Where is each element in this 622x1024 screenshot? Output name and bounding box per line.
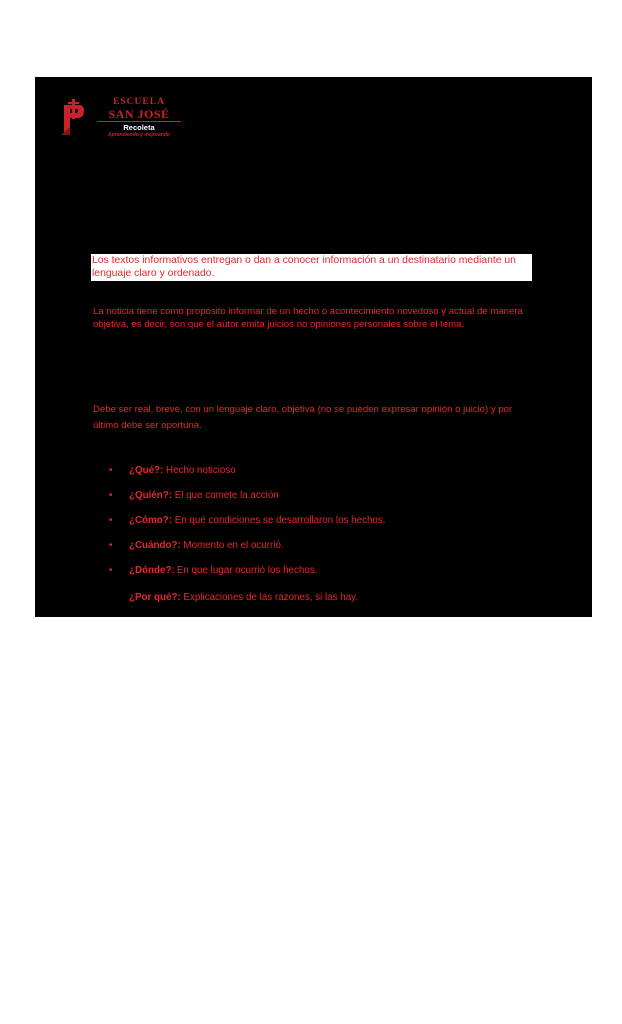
bullet-icon: • — [109, 490, 113, 501]
question-answer: : En que lugar ocurrió los hechos. — [171, 565, 318, 576]
question-answer: El que comete la acción — [172, 490, 279, 501]
intro-paragraph: Los textos informativos entregan o dan a conocer información a un destinatario mediante un lenguaje claro y ordenado. — [91, 254, 532, 281]
list-item — [109, 565, 529, 590]
list-item — [109, 515, 529, 540]
bullet-icon: • — [109, 515, 113, 526]
question-label: ¿Quién?: — [129, 490, 172, 501]
question-label: ¿Qué?: — [129, 465, 164, 476]
news-purpose-paragraph: La noticia tiene como propósito informar de un hecho o acontecimiento novedoso y actual de manera objetiva, es decir, son que el autor emita juicios no opiniones personales sobre el tema. — [93, 306, 523, 330]
bullet-icon: • — [109, 565, 113, 576]
news-characteristics-paragraph: Debe ser real, breve, con un lenguaje claro, objetiva (no se pueden expresar opinión o juicio) y por último debe ser oportuna. — [93, 404, 513, 431]
bullet-icon: • — [109, 540, 113, 551]
logo-school-label: ESCUELA — [113, 97, 165, 107]
question-label: ¿Dónde? — [129, 565, 172, 576]
question-answer: Momento en el ocurrió. — [180, 540, 284, 551]
question-answer: En qué condiciones se desarrollaron los hechos. — [172, 515, 386, 526]
list-item — [109, 490, 529, 515]
school-logo — [61, 97, 191, 141]
logo-emblem-icon — [61, 99, 85, 137]
news-questions-list — [109, 465, 529, 590]
logo-motto: Aprendiendo y mejorando — [108, 132, 170, 138]
question-answer: Explicaciones de las razones, si las hay. — [180, 592, 359, 603]
question-label: ¿Cómo?: — [129, 515, 172, 526]
logo-branch: Recoleta — [123, 123, 155, 132]
logo-school-name: SAN JOSÉ — [108, 107, 170, 121]
question-label: ¿Por qué?: — [129, 592, 181, 603]
logo-divider — [97, 121, 181, 122]
document-panel — [35, 77, 592, 617]
bullet-icon: • — [109, 465, 113, 476]
question-label: ¿Cuándo?: — [129, 540, 181, 551]
list-item — [109, 540, 529, 565]
list-item — [109, 465, 529, 490]
why-question-line — [129, 592, 358, 604]
question-answer: Hecho noticioso — [163, 465, 236, 476]
